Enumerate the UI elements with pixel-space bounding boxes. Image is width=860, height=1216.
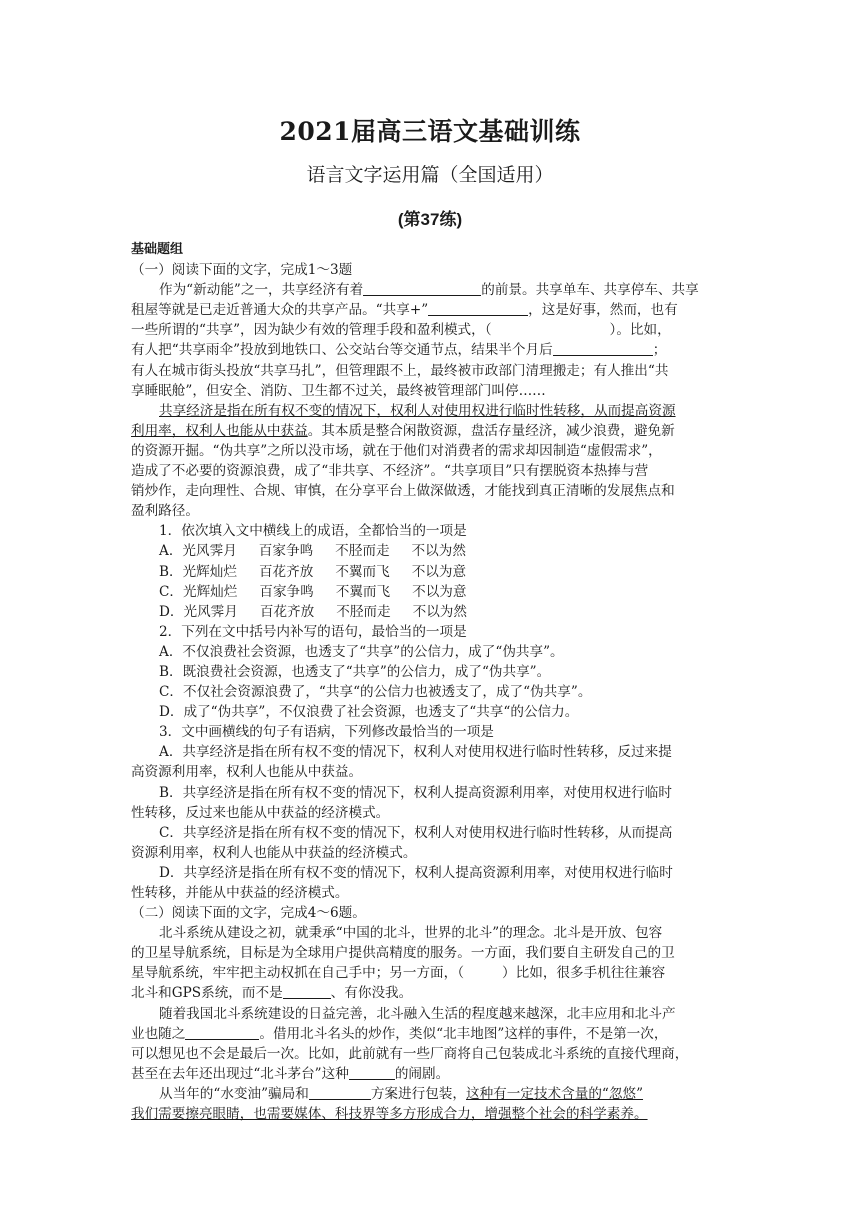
passage-line: 从当年的“水变油”骗局和 方案进行包装，这种有一定技术含量的“忽悠”: [159, 1085, 644, 1102]
answer-option-cont: 性转移，反过来也能从中获益的经济模式。: [131, 804, 390, 821]
answer-option: C．不仅社会资源浪费了，“共享“的公信力也被透支了，成了“伪共享”。: [159, 684, 592, 701]
passage-line: 的卫星导航系统，目标是为全球用户提供高精度的服务。一方面，我们要自主研发自己的卫: [131, 945, 675, 962]
passage-line: 星导航系统，牢牢把主动权抓在自己手中；另一方面，（ ）比如，很多手机往往兼容: [131, 965, 666, 982]
answer-option: A．光风霁月 百家争鸣 不胫而走 不以为然: [159, 543, 466, 560]
part2-heading: （二）阅读下面的文字，完成4～6题。: [131, 905, 366, 922]
underlined-sentence: 这种有一定技术含量的“忽悠”: [466, 1085, 644, 1102]
passage-line: 业也随之 。借用北斗名头的炒作，类似“北丰地图”这样的事件，不是第一次，: [131, 1025, 668, 1042]
underlined-sentence: 利用率，权利人也能从中获益: [131, 422, 308, 439]
question-stem: 3．文中画横线的句子有语病，下列修改最恰当的一项是: [159, 724, 494, 741]
answer-option-cont: 性转移，并能从中获益的经济模式。: [131, 885, 349, 901]
fill-blank: [185, 1025, 259, 1040]
page-subtitle: 语言文字运用篇（全国适用）: [306, 164, 554, 186]
passage-line: 可以想见也不会是最后一次。比如，此前就有一些厂商将自己包装成北斗系统的直接代理商，: [131, 1045, 689, 1062]
fill-blank: [553, 341, 653, 356]
question-stem: 2．下列在文中括号内补写的语句，最恰当的一项是: [159, 623, 467, 640]
answer-option: D．共享经济是指在所有权不变的情况下，权利人提高资源利用率，对使用权进行临时: [159, 864, 673, 881]
passage-line: 造成了不必要的资源浪费，成了“非共享、不经济”。“共享项目”只有摆脱资本热捧与营: [131, 463, 649, 480]
passage-line: 盈利路径。: [131, 503, 199, 520]
answer-option: B．光辉灿烂 百花齐放 不翼而飞 不以为意: [159, 563, 467, 580]
fill-blank: [349, 1065, 395, 1080]
passage-line: 一些所谓的“共享”，因为缺少有效的管理手段和盈利模式，（ ）。比如，: [131, 322, 671, 339]
part1-heading: （一）阅读下面的文字，完成1～3题: [131, 262, 353, 279]
passage-line: 有人把“共享雨伞”投放到地铁口、公交站台等交通节点，结果半个月后 ；: [131, 342, 667, 359]
answer-option-cont: 资源利用率，权利人也能从中获益的经济模式。: [131, 844, 417, 861]
answer-option: D．成了“伪共享”，不仅浪费了社会资源，也透支了“共享“的公信力。: [159, 704, 579, 721]
passage-line: 租屋等就是已走近普通大众的共享产品。“共享+” ，这是好事，然而，也有: [131, 302, 678, 319]
passage-line: 的资源开掘。“伪共享”之所以没市场，就在于他们对消费者的需求却因制造“虚假需求”，: [131, 442, 662, 459]
answer-option: C．光辉灿烂 百家争鸣 不翼而飞 不以为意: [159, 583, 467, 600]
passage-line: 北斗系统从建设之初，就秉承“中国的北斗，世界的北斗”的理念。北斗是开放、包容: [159, 925, 663, 942]
section-label: 基础题组: [131, 242, 184, 257]
answer-option: B．既浪费社会资源，也透支了“共享”的公信力，成了“伪共享”。: [159, 663, 551, 680]
fill-blank: [363, 281, 481, 296]
fill-blank: [283, 984, 331, 999]
page-title: 2021届高三语文基础训练: [279, 117, 581, 146]
passage-line: 甚至在去年还出现过“北斗茅台”这种 的闹剧。: [131, 1065, 450, 1082]
underlined-sentence: 我们需要擦亮眼睛，也需要媒体、科技界等多方形成合力，增强整个社会的科学素养。: [131, 1106, 648, 1123]
passage-line: 享睡眠舱”，但安全、消防、卫生都不过关，最终被管理部门叫停……: [131, 382, 546, 399]
fill-blank: [428, 301, 528, 316]
lesson-number: (第37练): [397, 210, 463, 229]
passage-line: 利用率，权利人也能从中获益。其本质是整合闲散资源，盘活存量经济，减少浪费，避免新: [131, 422, 675, 439]
answer-option: A．共享经济是指在所有权不变的情况下，权利人对使用权进行临时性转移，反过来提: [159, 744, 672, 761]
answer-option-cont: 高资源利用率，权利人也能从中获益。: [131, 764, 363, 781]
answer-option: D．光风霁月 百花齐放 不胫而走 不以为然: [159, 603, 467, 620]
passage-line: 销炒作，走向理性、合规、审慎，在分享平台上做深做透，才能找到真正清晰的发展焦点和: [131, 483, 675, 500]
passage-line: 随着我国北斗系统建设的日益完善，北斗融入生活的程度越来越深，北丰应用和北斗产: [159, 1005, 676, 1022]
question-stem: 1．依次填入文中横线上的成语，全都恰当的一项是: [159, 523, 467, 540]
underlined-sentence: 共享经济是指在所有权不变的情况下，权利人对使用权进行临时性转移，从而提高资源: [159, 402, 676, 419]
answer-option: A．不仅浪费社会资源，也透支了“共享”的公信力，成了“伪共享”。: [159, 643, 564, 660]
answer-option: B．共享经济是指在所有权不变的情况下，权利人提高资源利用率，对使用权进行临时: [159, 784, 672, 801]
passage-line: 作为“新动能”之一，共享经济有着 的前景。共享单车、共享停车、共享: [159, 282, 699, 299]
fill-blank: [309, 1085, 371, 1100]
passage-line: 有人在城市街头投放“共享马扎”，但管理跟不上，最终被市政部门清理搬走；有人推出“共: [131, 362, 669, 379]
document-body: [131, 240, 731, 1124]
passage-line: 北斗和GPS系统，而不是 、有你没我。: [131, 985, 413, 1002]
answer-option: C．共享经济是指在所有权不变的情况下，权利人对使用权进行临时性转移，从而提高: [159, 824, 673, 841]
